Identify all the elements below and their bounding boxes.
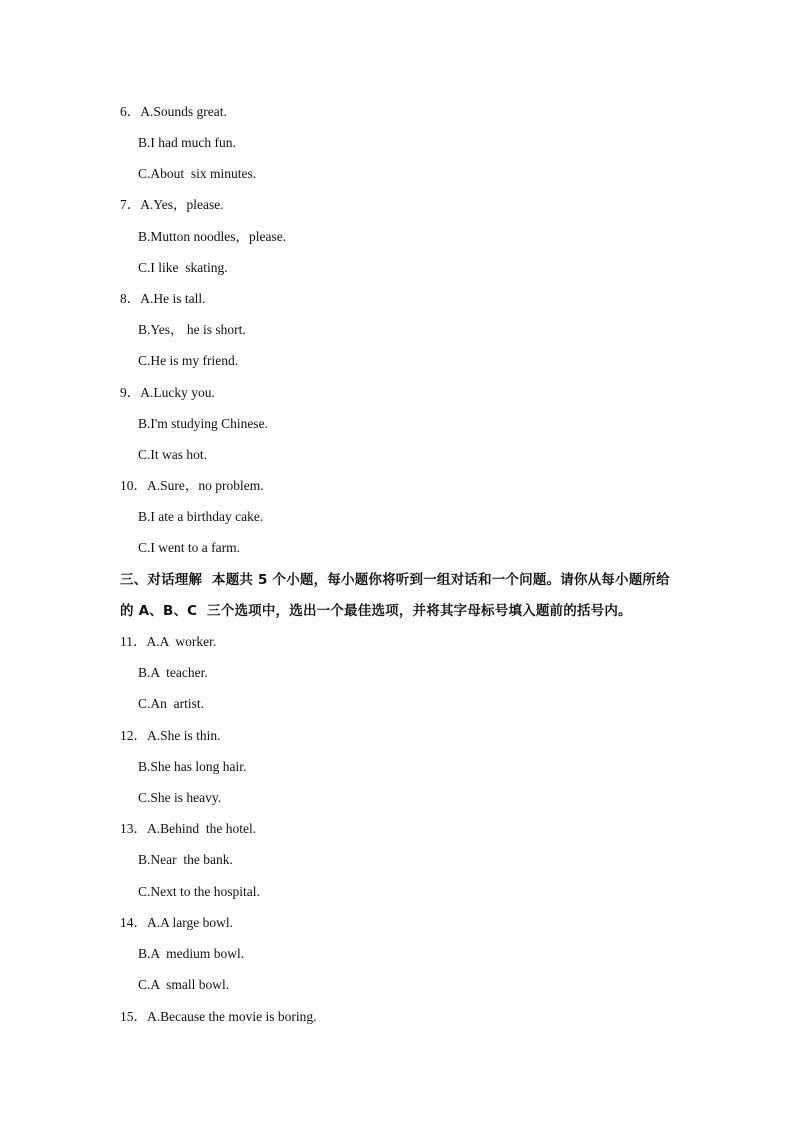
option-c: C.An artist. (138, 696, 204, 711)
option-c: C.She is heavy. (138, 790, 222, 805)
option-b: B.Yes， he is short. (138, 322, 246, 337)
option-c: C.A small bowl. (138, 977, 230, 992)
question-number: 10． (120, 478, 147, 493)
question-7 (120, 196, 224, 214)
question-number: 15． (120, 1009, 147, 1024)
question-9 (120, 384, 215, 402)
section-heading-line1: 三、对话理解 本题共 5 个小题，每小题你将听到一组对话和一个问题。请你从每小题所给 (120, 572, 670, 588)
question-number: 9． (120, 385, 141, 400)
question-14 (120, 914, 233, 932)
option-b: B.Near the bank. (138, 852, 233, 867)
question-number: 8． (120, 291, 141, 306)
option-c: C.It was hot. (138, 447, 207, 462)
option-c: C.I like skating. (138, 260, 228, 275)
question-number: 14． (120, 915, 147, 930)
option-a: A.Lucky you. (140, 385, 215, 400)
question-number: 7． (120, 197, 141, 212)
question-number: 11． (120, 634, 147, 649)
option-a: A.A large bowl. (147, 915, 233, 930)
question-number: 12． (120, 728, 147, 743)
option-a: A.Sounds great. (140, 104, 227, 119)
option-a: A.Because the movie is boring. (147, 1009, 317, 1024)
option-a: A.She is thin. (147, 728, 221, 743)
option-c: C.Next to the hospital. (138, 884, 260, 899)
option-a: A.Yes，please. (140, 197, 224, 212)
option-b: B.Mutton noodles，please. (138, 229, 287, 244)
option-c: C.I went to a farm. (138, 540, 240, 555)
section-heading-line2: 的 A、B、C 三个选项中，选出一个最佳选项，并将其字母标号填入题前的括号内。 (120, 603, 632, 619)
question-15 (120, 1008, 316, 1026)
option-c: C.About six minutes. (138, 166, 257, 181)
option-b: B.I ate a birthday cake. (138, 509, 264, 524)
option-a: A.A worker. (146, 634, 217, 649)
option-b: B.I had much fun. (138, 135, 236, 150)
question-10 (120, 477, 264, 495)
option-b: B.I'm studying Chinese. (138, 416, 268, 431)
question-number: 13． (120, 821, 147, 836)
option-b: B.She has long hair. (138, 759, 247, 774)
question-number: 6． (120, 104, 141, 119)
option-b: B.A medium bowl. (138, 946, 245, 961)
question-8 (120, 290, 206, 308)
question-12 (120, 727, 221, 745)
option-a: A.Sure，no problem. (147, 478, 264, 493)
option-a: A.He is tall. (140, 291, 206, 306)
question-13 (120, 820, 256, 838)
option-a: A.Behind the hotel. (147, 821, 257, 836)
question-6 (120, 103, 227, 121)
option-b: B.A teacher. (138, 665, 208, 680)
option-c: C.He is my friend. (138, 353, 239, 368)
question-11 (120, 633, 216, 651)
